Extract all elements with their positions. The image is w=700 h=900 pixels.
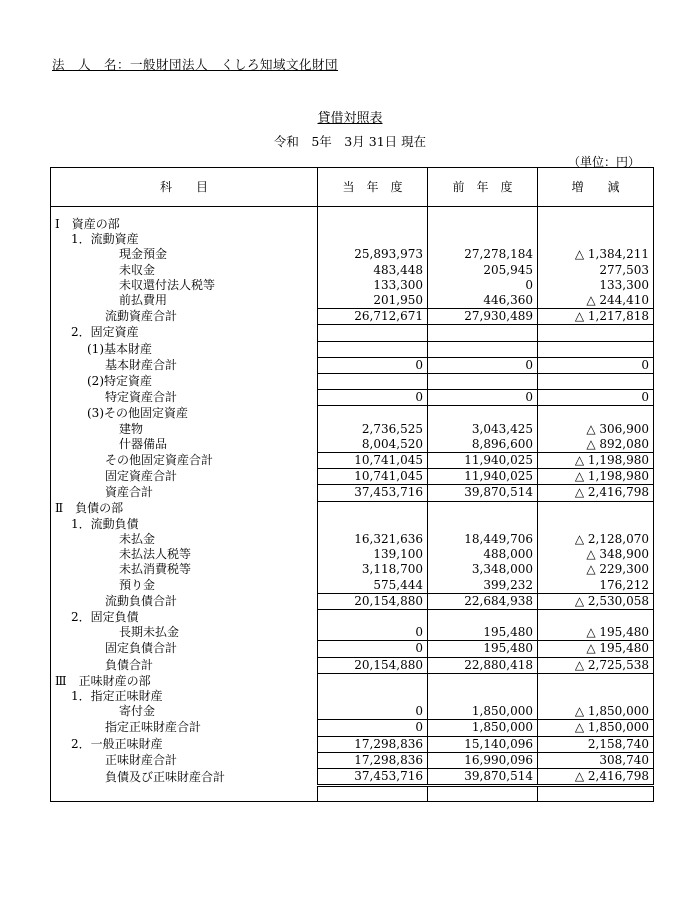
row-label: 正味財産合計	[51, 752, 318, 768]
previous-year-value: 27,930,489	[428, 309, 538, 325]
previous-year-value	[428, 232, 538, 247]
change-value: 277,503	[599, 262, 649, 277]
table-row	[51, 720, 654, 736]
table-row	[51, 769, 654, 786]
row-label: 負債及び正味財産合計	[51, 769, 318, 786]
change-value	[538, 341, 654, 357]
previous-year-value: 195,480	[428, 625, 538, 641]
change-value: △ 892,080	[586, 436, 649, 451]
row-label: 2．固定資産	[51, 325, 318, 341]
change-value: △ 195,480	[586, 625, 649, 640]
row-label: Ⅰ 資産の部	[51, 217, 318, 232]
balance-sheet-table	[50, 167, 654, 802]
document-title	[0, 107, 700, 126]
change-value	[538, 406, 654, 422]
previous-year-value: 8,896,600	[428, 437, 538, 453]
change-value: △ 1,217,818	[538, 309, 654, 325]
row-label: 流動負債合計	[51, 593, 318, 609]
previous-year-value: 446,360	[428, 293, 538, 309]
previous-year-value: 0	[428, 390, 538, 406]
previous-year-value	[428, 689, 538, 704]
row-label: Ⅲ 正味財産の部	[51, 673, 318, 689]
table-row	[51, 578, 654, 594]
row-label: 固定負債合計	[51, 641, 318, 657]
table-row	[51, 469, 654, 485]
table-row	[51, 263, 654, 278]
current-year-value: 17,298,836	[318, 752, 428, 768]
table-row	[51, 610, 654, 626]
column-header-change: 増 減	[538, 168, 654, 207]
table-row	[51, 452, 654, 468]
current-year-value: 17,298,836	[318, 736, 428, 752]
table-row	[51, 217, 654, 232]
row-label: (1)基本財産	[51, 341, 318, 357]
change-value: 2,158,740	[538, 736, 654, 752]
previous-year-value	[428, 517, 538, 532]
change-value: △ 348,900	[586, 547, 649, 562]
previous-year-value: 1,850,000	[428, 704, 538, 720]
previous-year-value	[428, 374, 538, 390]
table-row	[51, 437, 654, 453]
current-year-value	[318, 406, 428, 422]
previous-year-value	[428, 325, 538, 341]
previous-year-value	[428, 341, 538, 357]
corporation-name: 法 人 名：一般財団法人 くしろ知域文化財団	[52, 57, 339, 72]
change-value: △ 229,300	[586, 562, 649, 577]
table-row	[51, 374, 654, 390]
previous-year-value: 22,684,938	[428, 593, 538, 609]
previous-year-value: 11,940,025	[428, 469, 538, 485]
current-year-value	[318, 517, 428, 532]
row-label: 預り金	[51, 578, 318, 594]
change-value	[538, 232, 654, 247]
table-row	[51, 657, 654, 673]
row-label: 長期未払金	[51, 625, 318, 641]
change-value	[538, 501, 654, 517]
current-year-value: 0	[318, 720, 428, 736]
row-label: 未収還付法人税等	[51, 278, 318, 293]
previous-year-value: 195,480	[428, 641, 538, 657]
row-label: 1．流動資産	[51, 232, 318, 247]
previous-year-value: 3,043,425	[428, 422, 538, 437]
current-year-value: 575,444	[318, 578, 428, 594]
row-label: (2)特定資産	[51, 374, 318, 390]
change-value: △ 2,530,058	[538, 593, 654, 609]
change-value: 133,300	[599, 277, 649, 292]
current-year-value: 2,736,525	[318, 422, 428, 437]
column-header-item: 科 目	[51, 168, 318, 207]
table-row	[51, 406, 654, 422]
current-year-value: 3,118,700	[318, 562, 428, 577]
current-year-value: 483,448	[318, 263, 428, 278]
change-value	[538, 610, 654, 626]
table-row	[51, 357, 654, 373]
row-label: 寄付金	[51, 704, 318, 720]
row-label: 未払金	[51, 532, 318, 547]
change-value	[538, 517, 654, 532]
previous-year-value: 27,278,184	[428, 247, 538, 262]
previous-year-value: 0	[428, 357, 538, 373]
table-row	[51, 752, 654, 768]
row-label: Ⅱ 負債の部	[51, 501, 318, 517]
previous-year-value: 0	[428, 278, 538, 293]
change-value	[538, 673, 654, 689]
table-row	[51, 517, 654, 532]
table-row	[51, 341, 654, 357]
table-row	[51, 704, 654, 720]
change-value: △ 2,416,798	[538, 769, 654, 786]
change-value: △ 1,384,211	[574, 247, 649, 262]
current-year-value	[318, 341, 428, 357]
previous-year-value	[428, 610, 538, 626]
spacer-row	[51, 786, 654, 802]
previous-year-value: 1,850,000	[428, 720, 538, 736]
row-label: 基本財産合計	[51, 357, 318, 373]
table-row	[51, 532, 654, 547]
previous-year-value	[428, 217, 538, 232]
previous-year-value: 22,880,418	[428, 657, 538, 673]
previous-year-value: 16,990,096	[428, 752, 538, 768]
table-row	[51, 325, 654, 341]
current-year-value: 37,453,716	[318, 485, 428, 501]
row-label: 前払費用	[51, 293, 318, 309]
change-value: △ 2,725,538	[538, 657, 654, 673]
current-year-value	[318, 325, 428, 341]
change-value	[538, 374, 654, 390]
current-year-value: 26,712,671	[318, 309, 428, 325]
current-year-value: 10,741,045	[318, 469, 428, 485]
current-year-value	[318, 610, 428, 626]
row-label: 1．指定正味財産	[51, 689, 318, 704]
change-value: △ 244,410	[586, 293, 649, 308]
change-value	[538, 689, 654, 704]
change-value: △ 1,198,980	[538, 469, 654, 485]
current-year-value	[318, 232, 428, 247]
previous-year-value: 488,000	[428, 547, 538, 562]
row-label: 建物	[51, 422, 318, 437]
previous-year-value: 399,232	[428, 578, 538, 594]
table-row	[51, 422, 654, 437]
change-value: 0	[538, 390, 654, 406]
column-header-previous-year: 前 年 度	[428, 168, 538, 207]
change-value: △ 1,198,980	[538, 452, 654, 468]
table-row	[51, 736, 654, 752]
change-value	[538, 325, 654, 341]
table-row	[51, 501, 654, 517]
row-label: 未収金	[51, 263, 318, 278]
row-label: 2．固定負債	[51, 610, 318, 626]
table-row	[51, 278, 654, 293]
change-value: △ 1,850,000	[574, 704, 649, 719]
change-value: △ 306,900	[586, 421, 649, 436]
previous-year-value: 205,945	[428, 263, 538, 278]
table-row	[51, 593, 654, 609]
change-value: 308,740	[538, 752, 654, 768]
table-row	[51, 641, 654, 657]
change-value: 176,212	[599, 577, 649, 592]
previous-year-value: 11,940,025	[428, 452, 538, 468]
previous-year-value: 18,449,706	[428, 532, 538, 547]
current-year-value: 25,893,973	[318, 247, 428, 262]
current-year-value: 0	[318, 625, 428, 641]
current-year-value: 20,154,880	[318, 593, 428, 609]
row-label: その他固定資産合計	[51, 452, 318, 468]
row-label: 流動資産合計	[51, 309, 318, 325]
change-value: △ 2,128,070	[574, 531, 649, 546]
row-label: 未払消費税等	[51, 562, 318, 577]
current-year-value: 8,004,520	[318, 437, 428, 453]
current-year-value: 139,100	[318, 547, 428, 562]
table-header-row	[51, 168, 654, 207]
table-row	[51, 247, 654, 262]
current-year-value: 0	[318, 704, 428, 720]
current-year-value: 0	[318, 357, 428, 373]
row-label: 負債合計	[51, 657, 318, 673]
current-year-value: 16,321,636	[318, 532, 428, 547]
table-row	[51, 390, 654, 406]
row-label: 現金預金	[51, 247, 318, 262]
current-year-value: 37,453,716	[318, 769, 428, 786]
table-row	[51, 547, 654, 562]
previous-year-value: 3,348,000	[428, 562, 538, 577]
row-label: 固定資産合計	[51, 469, 318, 485]
row-label: (3)その他固定資産	[51, 406, 318, 422]
as-of-date: 令和 5年 3月 31日 現在	[273, 134, 427, 149]
row-label: 資産合計	[51, 485, 318, 501]
previous-year-value	[428, 501, 538, 517]
unit-label: （単位：円）	[567, 155, 640, 169]
previous-year-value	[428, 673, 538, 689]
table-row	[51, 689, 654, 704]
previous-year-value	[428, 406, 538, 422]
current-year-value	[318, 374, 428, 390]
change-value	[538, 217, 654, 232]
change-value: △ 195,480	[538, 641, 654, 657]
table-row	[51, 485, 654, 501]
change-value: △ 1,850,000	[538, 720, 654, 736]
current-year-value	[318, 217, 428, 232]
previous-year-value: 39,870,514	[428, 769, 538, 786]
previous-year-value: 39,870,514	[428, 485, 538, 501]
row-label: 特定資産合計	[51, 390, 318, 406]
table-row	[51, 232, 654, 247]
column-header-current-year: 当 年 度	[318, 168, 428, 207]
current-year-value	[318, 673, 428, 689]
change-value: △ 2,416,798	[538, 485, 654, 501]
row-label: 指定正味財産合計	[51, 720, 318, 736]
spacer-row	[51, 207, 654, 218]
table-row	[51, 562, 654, 577]
table-row	[51, 625, 654, 641]
previous-year-value: 15,140,096	[428, 736, 538, 752]
current-year-value	[318, 501, 428, 517]
table-body	[51, 207, 654, 802]
current-year-value: 0	[318, 390, 428, 406]
current-year-value: 201,950	[318, 293, 428, 309]
current-year-value: 10,741,045	[318, 452, 428, 468]
table-row	[51, 309, 654, 325]
document-title-text: 貸借対照表	[317, 111, 383, 126]
current-year-value: 20,154,880	[318, 657, 428, 673]
row-label: 1．流動負債	[51, 517, 318, 532]
change-value: 0	[538, 357, 654, 373]
table-row	[51, 293, 654, 309]
current-year-value: 0	[318, 641, 428, 657]
table-row	[51, 673, 654, 689]
row-label: 未払法人税等	[51, 547, 318, 562]
current-year-value	[318, 689, 428, 704]
current-year-value: 133,300	[318, 278, 428, 293]
row-label: 2．一般正味財産	[51, 736, 318, 752]
row-label: 什器備品	[51, 437, 318, 453]
